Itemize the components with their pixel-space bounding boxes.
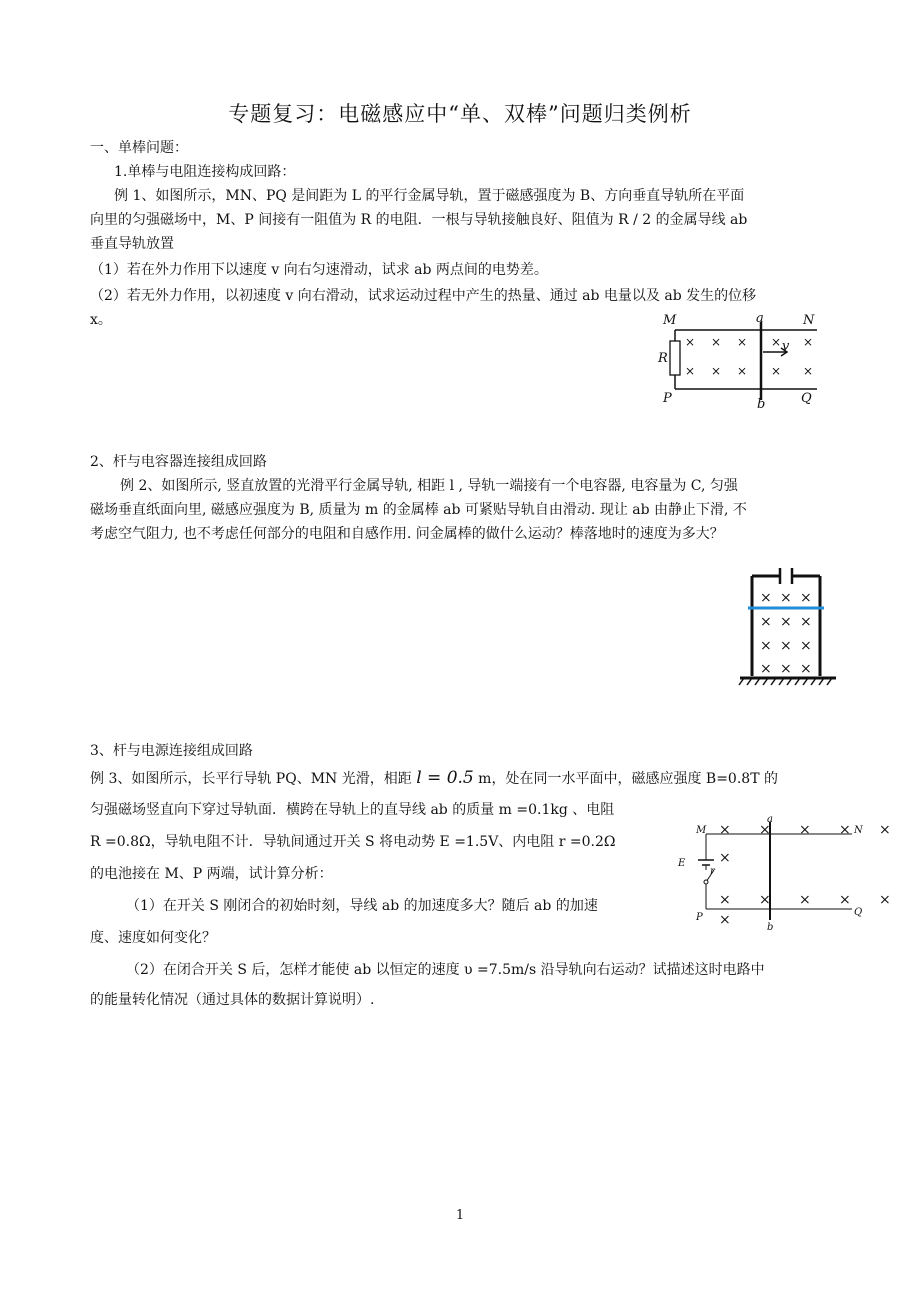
battery-symbol [698,860,714,865]
ground-hatching [739,678,836,685]
example1-question2-line1: （2）若无外力作用，以初速度 v 向右滑动，试求运动过程中产生的热量、通过 ab 电量以及 ab 发生的位移 [90,288,757,304]
svg-text:×: × [719,912,731,928]
fig1-label-M: M [663,313,677,328]
svg-text:×: × [800,638,812,654]
fig1-label-a: a [756,311,764,326]
svg-text:×: × [737,335,748,349]
example3-line2: 匀强磁场竖直向下穿过导轨面．横跨在导轨上的直导线 ab 的质量 m =0.1kg 、电阻 [90,802,615,818]
svg-text:×: × [780,614,792,630]
example3-line3: R =0.8Ω，导轨电阻不计．导轨间通过开关 S 将电动势 E =1.5V、内电阻 r =0.2Ω [90,834,616,850]
example3-question1-line1: （1）在开关 S 刚闭合的初始时刻，导线 ab 的加速度多大？随后 ab 的加速 [126,898,598,914]
section1-sub1: 1.单棒与电阻连接构成回路： [114,164,296,180]
svg-text:×: × [685,335,696,349]
svg-text:×: × [800,661,812,677]
svg-text:×: × [759,822,771,838]
svg-text:×: × [759,892,771,908]
section1-heading: 一、单棒问题： [90,140,188,156]
svg-text:×: × [879,892,891,908]
example2-line3: 考虑空气阻力, 也不考虑任何部分的电阻和自感作用. 问金属棒的做什么运动？棒落地时的速度为多大？ [90,526,724,542]
svg-text:×: × [780,638,792,654]
svg-text:×: × [799,822,811,838]
example3-line4: 的电池接在 M、P 两端，试计算分析： [90,866,333,882]
figure-2-capacitor-rails [738,566,838,690]
fig3-label-E: E [678,858,686,869]
svg-text:×: × [800,590,812,606]
fig3-label-M: M [696,825,707,836]
fig1-label-v: v [782,339,790,354]
page-title: 专题复习：电磁感应中“单、双棒”问题归类例析 [228,102,692,126]
fig1-label-N: N [803,313,815,328]
svg-text:×: × [803,335,814,349]
fig3-label-b: b [767,922,774,933]
svg-text:×: × [760,590,772,606]
example3-line1 [90,768,778,789]
fig1-label-Q: Q [801,391,812,406]
fig3-label-N: N [854,825,863,836]
example1-line1: 例 1、如图所示，MN、PQ 是间距为 L 的平行金属导轨，置于磁感强度为 B、方向垂直导轨所在平面 [114,188,745,204]
svg-text:×: × [771,364,782,378]
svg-text:×: × [839,892,851,908]
fig2-field-crosses [760,590,812,677]
fig1-label-b: b [757,397,766,412]
example3-question2-line2: 的能量转化情况（通过具体的数据计算说明）. [90,992,375,1008]
fig1-field-crosses [685,335,813,378]
example3-question2-line1: （2）在闭合开关 S 后，怎样才能使 ab 以恒定的速度 υ =7.5m/s 沿导轨向右运动？试描述这时电路中 [126,962,765,978]
example3-question1-line2: 度、速度如何变化？ [90,930,216,946]
section3-heading: 3、杆与电源连接组成回路 [90,743,253,759]
svg-text:×: × [839,822,851,838]
svg-text:×: × [780,661,792,677]
svg-text:×: × [719,850,731,866]
svg-text:×: × [771,335,782,349]
example1-question2-line2: x。 [90,312,112,328]
svg-text:×: × [760,614,772,630]
example1-line3: 垂直导轨放置 [90,236,174,252]
figure-3-battery-rails [672,812,902,936]
svg-text:×: × [879,822,891,838]
example3-line1-part1: 例 3、如图所示，长平行导轨 PQ、MN 光滑，相距 [90,771,417,787]
example2-line1: 例 2、如图所示, 竖直放置的光滑平行金属导轨, 相距 l , 导轨一端接有一个电容器, 电容量为 C, 匀强 [120,478,738,494]
svg-text:×: × [685,364,696,378]
svg-text:×: × [760,661,772,677]
fig3-field-crosses [719,822,891,928]
svg-text:×: × [737,364,748,378]
fig3-label-a: a [767,814,773,825]
section2-heading: 2、杆与电容器连接组成回路 [90,454,267,470]
svg-text:×: × [800,614,812,630]
fig1-label-P: P [663,391,672,406]
example3-line1-part2: m，处在同一水平面中，磁感应强度 B=0.8T 的 [473,771,778,787]
figure-1-rails-resistor [655,308,835,412]
capacitor-symbol [780,568,792,584]
resistor-symbol [670,341,680,375]
svg-text:×: × [780,590,792,606]
fig3-label-Q: Q [854,907,863,918]
svg-text:×: × [711,364,722,378]
example2-line2: 磁场垂直纸面向里, 磁感应强度为 B, 质量为 m 的金属棒 ab 可紧贴导轨自由滑动. 现让 ab 由静止下滑, 不 [90,502,747,518]
fig3-label-P: P [696,912,703,923]
example1-question1: （1）若在外力作用下以速度 v 向右匀速滑动，试求 ab 两点间的电势差。 [90,262,548,278]
svg-text:×: × [760,638,772,654]
page-number: 1 [455,1208,465,1223]
fig1-label-R: R [658,351,668,366]
svg-text:×: × [711,335,722,349]
example3-spacing-formula: l = 0.5 [416,768,474,788]
svg-text:×: × [799,892,811,908]
svg-text:×: × [803,364,814,378]
svg-text:×: × [719,892,731,908]
svg-text:×: × [719,822,731,838]
fig3-label-r: r [710,866,715,877]
example1-line2: 向里的匀强磁场中，M、P 间接有一阻值为 R 的电阻．一根与导轨接触良好、阻值为 R / 2 的金属导线 ab [90,212,748,228]
